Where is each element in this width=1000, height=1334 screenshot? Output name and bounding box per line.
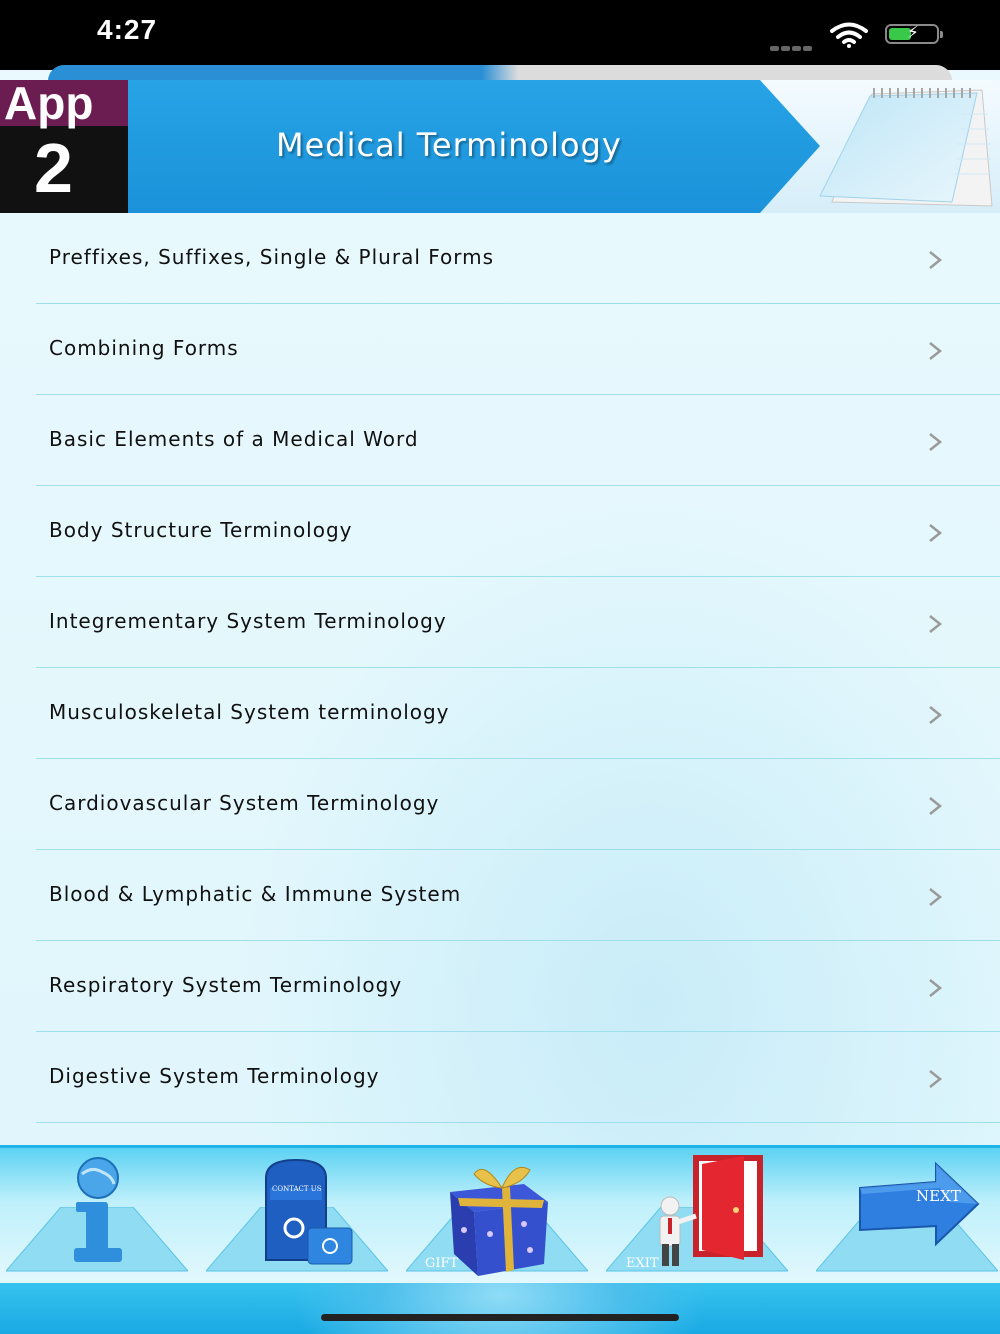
list-item-digestive-system[interactable] <box>0 1032 1000 1123</box>
chevron-right-icon <box>928 614 942 634</box>
list-item-label: Combining Forms <box>49 336 239 360</box>
list-item-label: Body Structure Terminology <box>49 518 353 542</box>
list-item-body-structure[interactable] <box>0 486 1000 577</box>
chevron-right-icon <box>928 705 942 725</box>
page-title: Medical Terminology <box>276 126 622 164</box>
info-button[interactable] <box>0 1148 200 1283</box>
list-item-label: Blood & Lymphatic & Immune System <box>49 882 462 906</box>
list-item-label: Cardiovascular System Terminology <box>49 791 440 815</box>
exit-door-icon <box>648 1154 768 1274</box>
chevron-right-icon <box>928 796 942 816</box>
chevron-right-icon <box>928 432 942 452</box>
bottom-decoration <box>0 1283 1000 1334</box>
list-item-combining-forms[interactable] <box>0 304 1000 395</box>
gift-button[interactable] <box>400 1148 600 1283</box>
chevron-right-icon <box>928 523 942 543</box>
next-button[interactable] <box>810 1148 1000 1283</box>
list-item-respiratory-system[interactable] <box>0 941 1000 1032</box>
list-item-integrementary-system[interactable] <box>0 577 1000 668</box>
list-item-label: Digestive System Terminology <box>49 1064 380 1088</box>
chevron-right-icon <box>928 341 942 361</box>
contact-us-button[interactable] <box>200 1148 400 1283</box>
list-item-label: Respiratory System Terminology <box>49 973 403 997</box>
list-item-musculoskeletal-system[interactable] <box>0 668 1000 759</box>
logo-number: 2 <box>34 129 73 207</box>
gift-box-icon <box>444 1154 554 1278</box>
list-item-prefixes-suffixes[interactable] <box>0 213 1000 304</box>
list-item-blood-lymphatic-immune[interactable] <box>0 850 1000 941</box>
globe-decoration <box>290 1283 710 1334</box>
gift-caption: GIFT <box>425 1256 459 1271</box>
chevron-right-icon <box>928 978 942 998</box>
app-header <box>0 77 1000 213</box>
exit-button[interactable] <box>600 1148 800 1283</box>
notepad-icon <box>812 84 998 212</box>
chevron-right-icon <box>928 250 942 270</box>
menu-list <box>0 213 1000 1145</box>
wifi-icon <box>830 22 868 48</box>
divider <box>36 1122 1000 1123</box>
list-item-basic-elements[interactable] <box>0 395 1000 486</box>
info-globe-icon <box>62 1156 134 1268</box>
home-indicator[interactable] <box>321 1314 679 1321</box>
cellular-signal-icon <box>770 36 814 55</box>
list-item-label: Musculoskeletal System terminology <box>49 700 450 724</box>
contact-caption: CONTACT US <box>272 1185 322 1193</box>
mailbox-icon <box>260 1158 360 1270</box>
battery-charging-icon: ⚡ <box>885 24 939 44</box>
bottom-toolbar <box>0 1145 1000 1283</box>
exit-caption: EXIT <box>626 1256 659 1271</box>
list-item-label: Integrementary System Terminology <box>49 609 447 633</box>
list-item-cardiovascular-system[interactable] <box>0 759 1000 850</box>
list-item-label: Preffixes, Suffixes, Single & Plural Forms <box>49 245 495 269</box>
next-caption: NEXT <box>916 1187 961 1205</box>
status-time: 4:27 <box>97 14 158 45</box>
list-item-label: Basic Elements of a Medical Word <box>49 427 419 451</box>
logo-app-text: App <box>0 80 128 126</box>
app2-logo <box>0 77 128 213</box>
chevron-right-icon <box>928 1069 942 1089</box>
status-bar <box>0 0 1000 70</box>
chevron-right-icon <box>928 887 942 907</box>
